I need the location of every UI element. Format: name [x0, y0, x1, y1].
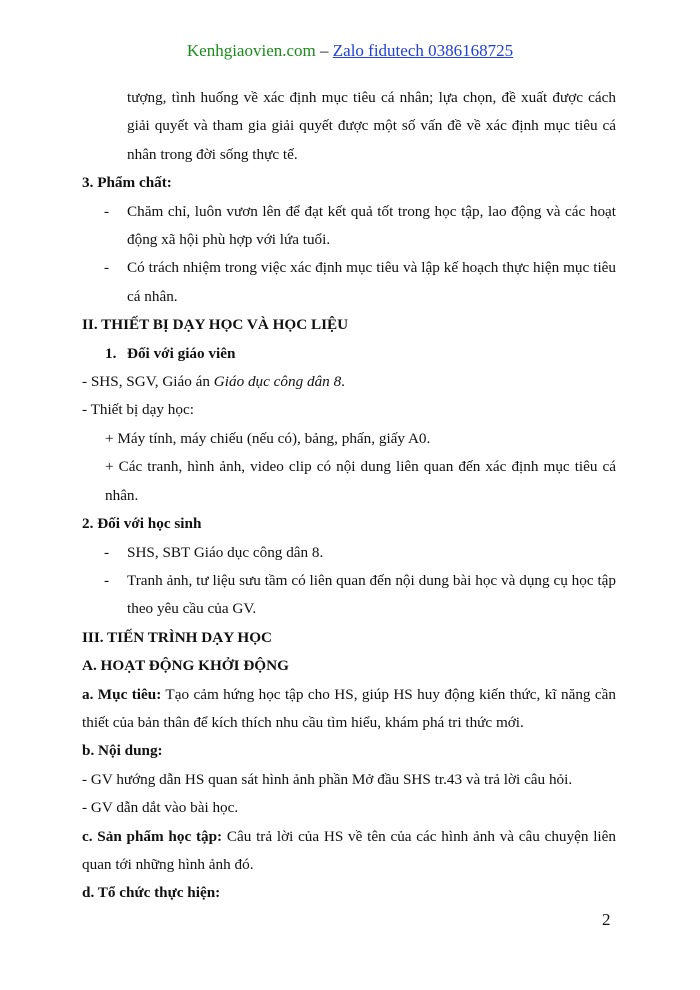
header-separator: – — [315, 41, 333, 60]
continued-paragraph: tượng, tình huống về xác định mục tiêu cá nhân; lựa chọn, đề xuất được cách giải quyết và tham gia giải quyết được một số vấn đề về xác định mục tiêu cá nhân trong đời sống thực tế. — [127, 89, 616, 163]
list-item: - Tranh ảnh, tư liệu sưu tầm có liên quan đến nội dung bài học và dụng cụ học tập theo yêu cầu của GV. — [82, 567, 616, 624]
pham-chat-heading: 3. Phẩm chất: — [82, 174, 172, 192]
document-body — [82, 84, 616, 908]
pham-chat-item-2: Có trách nhiệm trong việc xác định mục tiêu và lập kế hoạch thực hiện mục tiêu cá nhân. — [127, 259, 616, 305]
gv-line-2: - Thiết bị dạy học: — [82, 401, 194, 419]
gv-line-3: + Máy tính, máy chiếu (nếu có), bảng, phấn, giấy A0. — [105, 429, 431, 447]
noi-dung-heading: b. Nội dung: — [82, 742, 163, 760]
page-number: 2 — [602, 910, 611, 929]
noi-dung-line-2: - GV dẫn dắt vào bài học. — [82, 799, 239, 817]
hs-item-2: Tranh ảnh, tư liệu sưu tầm có liên quan đến nội dung bài học và dụng cụ học tập theo yêu cầu của GV. — [127, 571, 616, 618]
activity-a-heading: A. HOẠT ĐỘNG KHỞI ĐỘNG — [82, 657, 289, 675]
to-chuc-heading: d. Tổ chức thực hiện: — [82, 884, 221, 902]
header-site[interactable]: Kenhgiaovien.com — [186, 41, 316, 60]
list-item: - Có trách nhiệm trong việc xác định mục tiêu và lập kế hoạch thực hiện mục tiêu cá nhân. — [82, 254, 616, 311]
gv-heading: 1. Đối với giáo viên — [105, 344, 236, 362]
section-3-heading: III. TIẾN TRÌNH DẠY HỌC — [82, 628, 273, 646]
list-item: - SHS, SBT Giáo dục công dân 8. — [82, 539, 616, 567]
noi-dung-line-1: - GV hướng dẫn HS quan sát hình ảnh phần Mở đầu SHS tr.43 và trả lời câu hỏi. — [82, 770, 573, 788]
hs-heading: 2. Đối với học sinh — [82, 515, 202, 533]
san-pham: c. Sản phẩm học tập: Câu trả lời của HS về tên của các hình ảnh và câu chuyện liên quan tới những hình ảnh đó. — [82, 827, 616, 873]
pham-chat-item-1: Chăm chỉ, luôn vươn lên để đạt kết quả tốt trong học tập, lao động và các hoạt động xã hội phù hợp với lứa tuổi. — [127, 202, 616, 249]
gv-line-1: - SHS, SGV, Giáo án Giáo dục công dân 8. — [82, 373, 345, 391]
list-item: - Chăm chỉ, luôn vươn lên để đạt kết quả tốt trong học tập, lao động và các hoạt động xã hội phù hợp với lứa tuổi. — [82, 198, 616, 255]
hs-item-1: SHS, SBT Giáo dục công dân 8. — [127, 543, 324, 561]
section-2-heading: II. THIẾT BỊ DẠY HỌC VÀ HỌC LIỆU — [82, 316, 349, 334]
page-header — [0, 40, 700, 62]
muc-tieu: a. Mục tiêu: Tạo cảm hứng học tập cho HS, giúp HS huy động kiến thức, kĩ năng cần thiết của bản thân để kích thích nhu cầu tìm hiểu, khám phá tri thức mới. — [82, 685, 616, 731]
gv-line-4: + Các tranh, hình ảnh, video clip có nội dung liên quan đến xác định mục tiêu cá nhân. — [105, 458, 616, 504]
header-contact-link[interactable]: Zalo fidutech 0386168725 — [332, 41, 514, 60]
